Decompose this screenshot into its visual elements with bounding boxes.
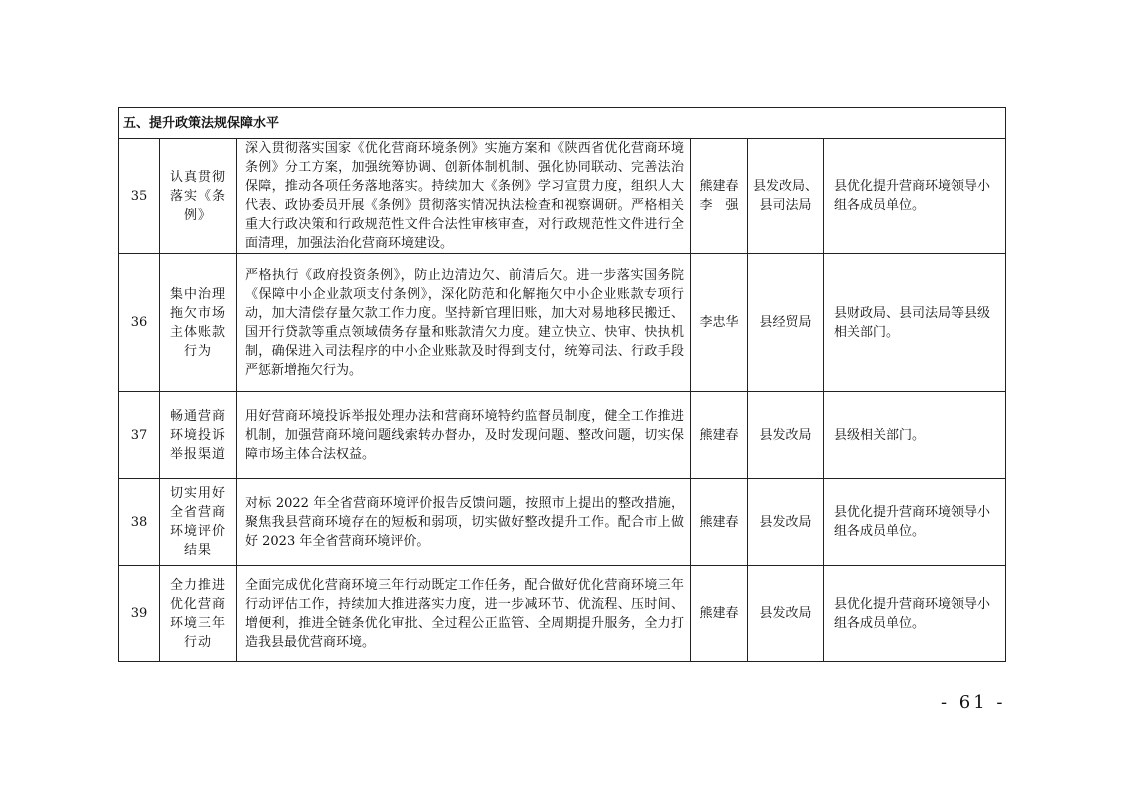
department-name: 县发改局 bbox=[759, 427, 812, 443]
task-item: 畅通营商环境投诉举报渠道 bbox=[160, 392, 237, 479]
department-name: 县经贸局 bbox=[759, 315, 812, 330]
task-item: 全力推进优化营商环境三年行动 bbox=[160, 566, 237, 662]
lead-department bbox=[748, 139, 824, 254]
lead-leader bbox=[691, 139, 748, 254]
lead-department bbox=[748, 479, 824, 566]
table-row bbox=[119, 392, 1006, 479]
leader-name: 李忠华 bbox=[699, 315, 739, 330]
task-item: 集中治理拖欠市场主体账款行为 bbox=[160, 254, 237, 392]
row-number: 35 bbox=[119, 139, 160, 254]
row-number: 38 bbox=[119, 479, 160, 566]
table-row bbox=[119, 139, 1006, 254]
responsible-units: 县优化提升营商环境领导小组各成员单位。 bbox=[824, 566, 1006, 662]
department-name: 县发改局 bbox=[759, 514, 812, 530]
department-name: 县司法局 bbox=[759, 198, 812, 213]
leader-name: 熊建春 bbox=[699, 606, 739, 621]
task-content: 全面完成优化营商环境三年行动既定工作任务，配合做好优化营商环境三年行动评估工作，持续加大推进落实力度，进一步减环节、优流程、压时间、增便利，推进全链条优化审批、全过程公正监管、全周期提升服务，全力打造我县最优营商环境。 bbox=[237, 566, 691, 662]
lead-department bbox=[748, 254, 824, 392]
section-title: 五、提升政策法规保障水平 bbox=[119, 108, 1006, 139]
task-content: 严格执行《政府投资条例》，防止边清边欠、前清后欠。进一步落实国务院《保障中小企业款项支付条例》，深化防范和化解拖欠中小企业账款专项行动，加大清偿存量欠款工作力度。坚持新官理旧账，加大对易地移民搬迁、国开行贷款等重点领域债务存量和账款清欠力度。建立快立、快审、快执机制，确保进入司法程序的中小企业账款及时得到支付，统筹司法、行政手段严惩新增拖欠行为。 bbox=[237, 254, 691, 392]
lead-department bbox=[748, 392, 824, 479]
row-number: 37 bbox=[119, 392, 160, 479]
task-content: 用好营商环境投诉举报处理办法和营商环境特约监督员制度，健全工作推进机制，加强营商环境问题线索转办督办，及时发现问题、整改问题，切实保障市场主体合法权益。 bbox=[237, 392, 691, 479]
table-row bbox=[119, 566, 1006, 662]
responsible-units: 县财政局、县司法局等县级相关部门。 bbox=[824, 254, 1006, 392]
responsible-units: 县优化提升营商环境领导小组各成员单位。 bbox=[824, 479, 1006, 566]
table-row bbox=[119, 479, 1006, 566]
page-number: - 61 - bbox=[941, 692, 1006, 713]
department-name: 县发改局 bbox=[759, 606, 812, 621]
leader-name: 李 强 bbox=[699, 198, 739, 213]
lead-leader bbox=[691, 566, 748, 662]
leader-name: 熊建春 bbox=[699, 427, 739, 443]
department-name: 县发改局、 bbox=[752, 179, 818, 194]
task-item: 切实用好全省营商环境评价结果 bbox=[160, 479, 237, 566]
lead-department bbox=[748, 566, 824, 662]
responsible-units: 县优化提升营商环境领导小组各成员单位。 bbox=[824, 139, 1006, 254]
task-item: 认真贯彻落实《条例》 bbox=[160, 139, 237, 254]
lead-leader bbox=[691, 479, 748, 566]
leader-name: 熊建春 bbox=[699, 514, 739, 530]
task-table bbox=[118, 107, 1005, 662]
row-number: 39 bbox=[119, 566, 160, 662]
task-content: 对标 2022 年全省营商环境评价报告反馈问题，按照市上提出的整改措施，聚焦我县营商环境存在的短板和弱项，切实做好整改提升工作。配合市上做好 2023 年全省营商环境评价。 bbox=[237, 479, 691, 566]
table-row bbox=[119, 254, 1006, 392]
lead-leader bbox=[691, 254, 748, 392]
task-content: 深入贯彻落实国家《优化营商环境条例》实施方案和《陕西省优化营商环境条例》分工方案，加强统筹协调、创新体制机制、强化协同联动、完善法治保障，推动各项任务落地落实。持续加大《条例》学习宣贯力度，组织人大代表、政协委员开展《条例》贯彻落实情况执法检查和视察调研。严格相关重大行政决策和行政规范性文件合法性审核审查，对行政规范性文件进行全面清理，加强法治化营商环境建设。 bbox=[237, 139, 691, 254]
row-number: 36 bbox=[119, 254, 160, 392]
leader-name: 熊建春 bbox=[699, 179, 739, 194]
section-header-row bbox=[119, 108, 1006, 139]
responsible-units: 县级相关部门。 bbox=[824, 392, 1006, 479]
lead-leader bbox=[691, 392, 748, 479]
